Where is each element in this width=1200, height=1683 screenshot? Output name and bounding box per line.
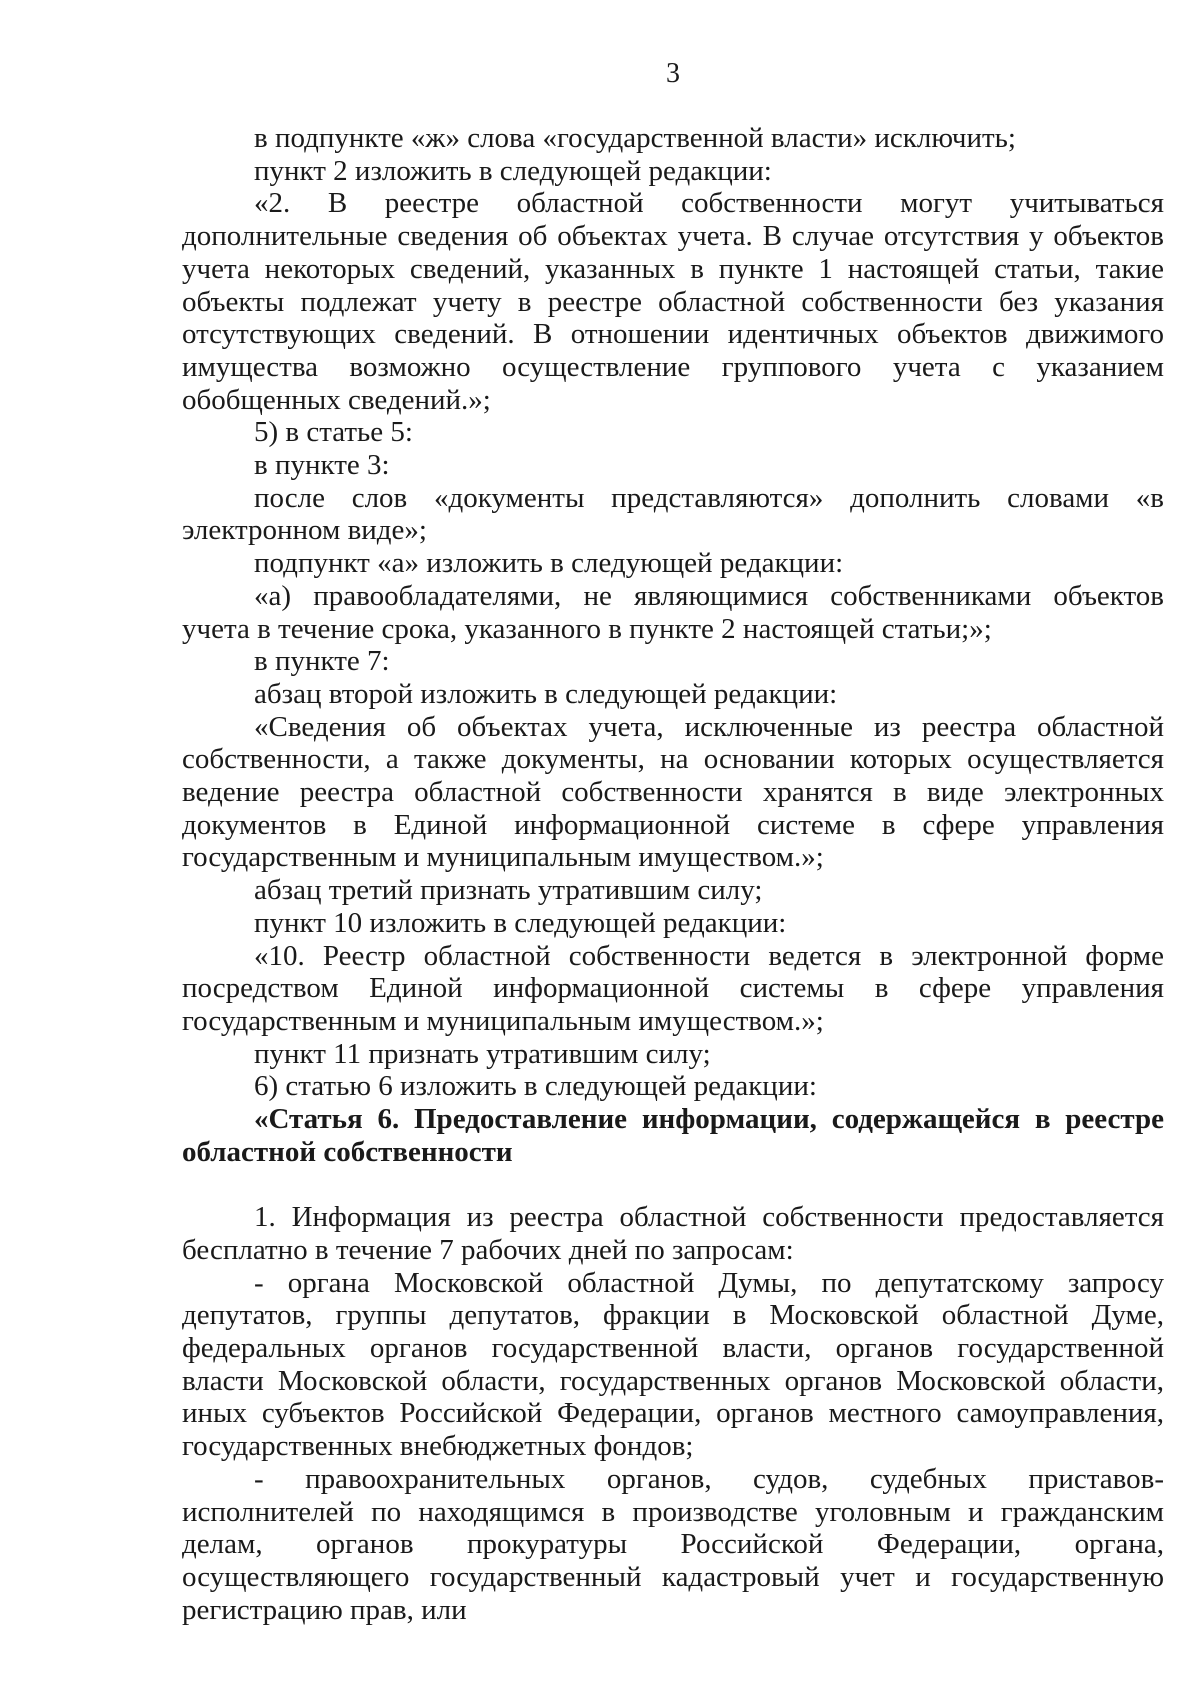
paragraph: пункт 11 признать утратившим силу; <box>254 1037 711 1070</box>
paragraph: 6) статью 6 изложить в следующей редакции: <box>254 1070 817 1103</box>
paragraph: «Сведения об объектах учета, исключенные из реестра областной собственности, а также документы, на основании которых осуществляется ведение реестра областной собственности хранятся в виде электронных документов в Единой информационной системе в сфере управления государственным и муниципальным имуществом.»; <box>182 710 1164 874</box>
paragraph: после слов «документы представляются» дополнить словами «в электронном виде»; <box>182 481 1164 547</box>
paragraph: пункт 10 изложить в следующей редакции: <box>254 906 787 939</box>
paragraph: абзац третий признать утратившим силу; <box>254 874 763 907</box>
article-heading: «Статья 6. Предоставление информации, содержащейся в реестре областной собственности <box>182 1103 1164 1168</box>
article-list-item: - правоохранительных органов, судов, судебных приставов-исполнителей по находящимся в производстве уголовным и гражданским делам, органов прокуратуры Российской Федерации, органа, осуществляющего государственный кадастровый учет и государственную регистрацию прав, или <box>182 1462 1164 1626</box>
paragraph: в пункте 7: <box>254 645 390 678</box>
page-number: 3 <box>666 58 680 89</box>
paragraph: абзац второй изложить в следующей редакции: <box>254 677 838 710</box>
paragraph: пункт 2 изложить в следующей редакции: <box>254 154 772 187</box>
document-body <box>182 122 1164 1626</box>
article-list-item: - органа Московской областной Думы, по депутатскому запросу депутатов, группы депутатов, фракции в Московской областной Думе, федеральных органов государственной власти, органов государственной власти Московской области, государственных органов Московской области, иных субъектов Российской Федерации, органов местного самоуправления, государственных внебюджетных фондов; <box>182 1266 1164 1463</box>
paragraph: «2. В реестре областной собственности могут учитываться дополнительные сведения об объектах учета. В случае отсутствия у объектов учета некоторых сведений, указанных в пункте 1 настоящей статьи, такие объекты подлежат учету в реестре областной собственности без указания отсутствующих сведений. В отношении идентичных объектов движимого имущества возможно осуществление группового учета с указанием обобщенных сведений.»; <box>182 187 1164 416</box>
paragraph: «10. Реестр областной собственности ведется в электронной форме посредством Единой информационной системы в сфере управления государственным и муниципальным имуществом.»; <box>182 939 1164 1037</box>
article-paragraph: 1. Информация из реестра областной собственности предоставляется бесплатно в течение 7 рабочих дней по запросам: <box>182 1201 1164 1266</box>
paragraph: подпункт «а» изложить в следующей редакции: <box>254 547 844 580</box>
paragraph: в пункте 3: <box>254 449 390 482</box>
paragraph: 5) в статье 5: <box>254 416 413 449</box>
paragraph: «а) правообладателями, не являющимися собственниками объектов учета в течение срока, указанного в пункте 2 настоящей статьи;»; <box>182 579 1164 645</box>
paragraph: в подпункте «ж» слова «государственной власти» исключить; <box>254 122 1016 154</box>
